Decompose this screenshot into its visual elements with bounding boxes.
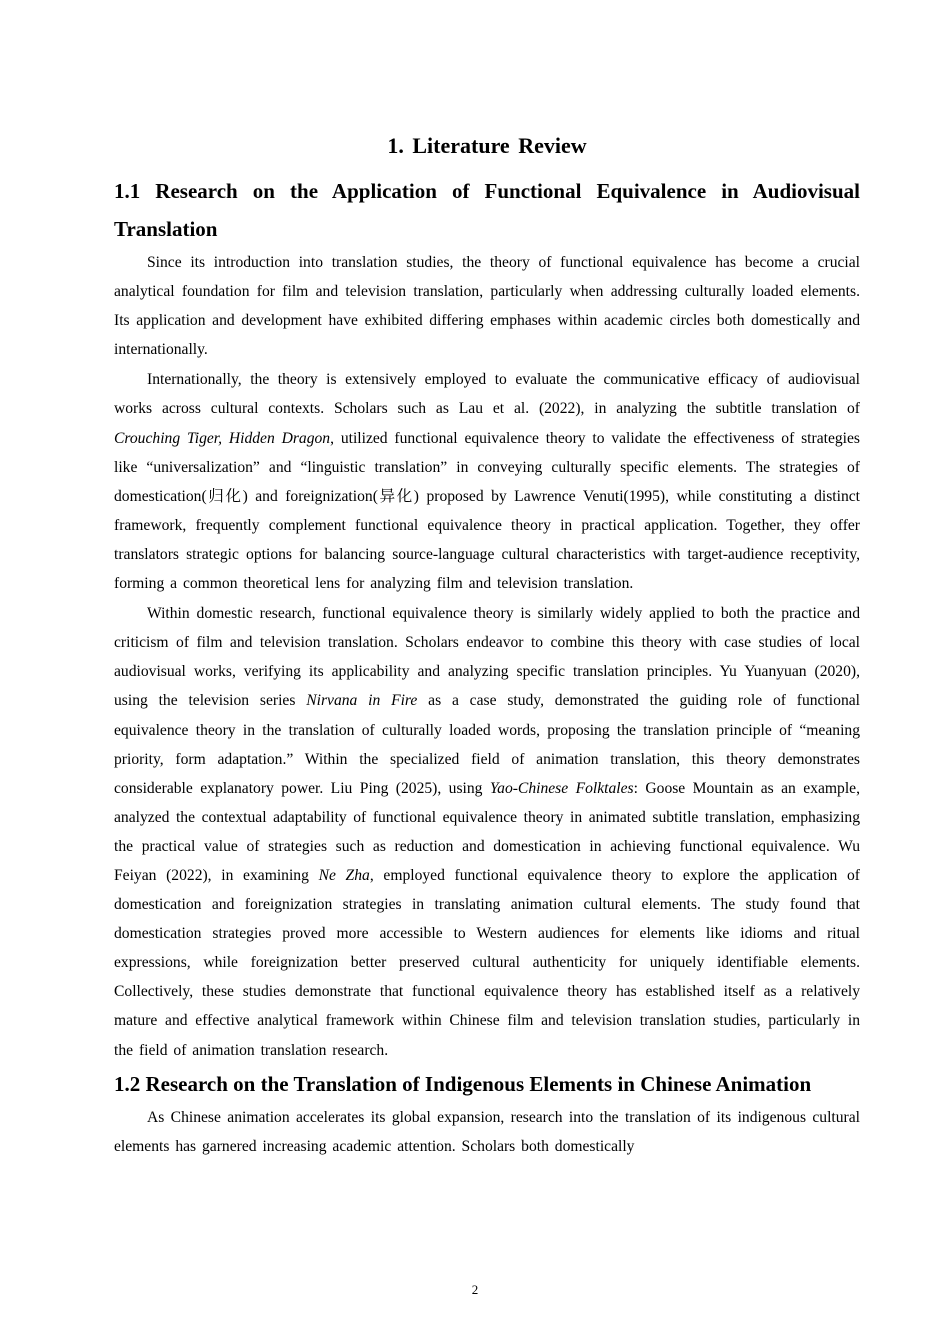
page-number: 2 — [471, 1282, 479, 1297]
page-content — [114, 128, 860, 1161]
text-run: Within domestic research, functional equivalence theory is similarly widely applied to both the practice and criticism of film and television translation. Scholars endeavor to combine this theory with case studies of local audiovisual works, verifying its applicability and analyzing specific translation principles. Yu Yuanyuan (2020), using the television series — [114, 605, 860, 710]
text-run: : Goose Mountain as an example, analyzed the contextual adaptability of functional equivalence theory in animated subtitle translation, emphasizing the practical value of strategies such as reduction and domestication in achieving functional equivalence. Wu Feiyan (2022), in examining — [114, 779, 860, 884]
paragraph — [114, 599, 860, 1065]
text-run: Internationally, the theory is extensively employed to evaluate the communicative efficacy of audiovisual works across cultural contexts. Scholars such as Lau et al. (2022), in analyzing the subtitle translation of — [114, 371, 860, 418]
text-run: , utilized functional equivalence theory to validate the effectiveness of strategies like “universalization” and “linguistic translation” in conveying culturally specific elements. The strategies of domestication(归化) and foreignization(异化) proposed by Lawrence Venuti(1995), while constituting a distinct framework, frequently complement functional equivalence theory in practical application. Together, they offer translators strategic options for balancing source-language cultural characteristics with target-audience receptivity, forming a common theoretical lens for analyzing film and television translation. — [114, 429, 860, 593]
section-heading-1-2: 1.2 Research on the Translation of Indigenous Elements in Chinese Animation — [114, 1071, 812, 1096]
text-run: as a case study, demonstrated the guiding role of functional equivalence theory in the translation of culturally loaded words, proposing the translation principle of “meaning priority, form adaptation.” Within the specialized field of animation translation, this theory demonstrates considerable explanatory power. Liu Ping (2025), using — [114, 692, 860, 797]
paragraph: As Chinese animation accelerates its global expansion, research into the translation of its indigenous cultural elements has garnered increasing academic attention. Scholars both domestically — [114, 1108, 860, 1155]
work-title: Crouching Tiger, Hidden Dragon — [114, 429, 331, 447]
work-title: Yao-Chinese Folktales — [489, 779, 634, 797]
paragraph: Since its introduction into translation studies, the theory of functional equivalence has become a crucial analytical foundation for film and television translation, particularly when addressing culturally loaded elements. Its application and development have exhibited differing emphases within academic circles both domestically and internationally. — [114, 254, 860, 359]
page-title: 1. Literature Review — [387, 133, 587, 158]
section-heading-1-1: 1.1 Research on the Application of Functional Equivalence in Audiovisual Translation — [114, 179, 860, 241]
paragraph — [114, 365, 860, 598]
work-title: Ne Zha — [318, 866, 370, 884]
text-run: , employed functional equivalence theory to explore the application of domestication and foreignization strategies in translating animation cultural elements. The study found that domestication strategies proved more accessible to Western audiences for elements like idioms and ritual expressions, while foreignization better preserved cultural authenticity for uniquely identifiable elements. Collectively, these studies demonstrate that functional equivalence theory has established itself as a relatively mature and effective analytical framework within Chinese film and television translation studies, particularly in the field of animation translation research. — [114, 866, 860, 1059]
work-title: Nirvana in Fire — [306, 692, 418, 710]
